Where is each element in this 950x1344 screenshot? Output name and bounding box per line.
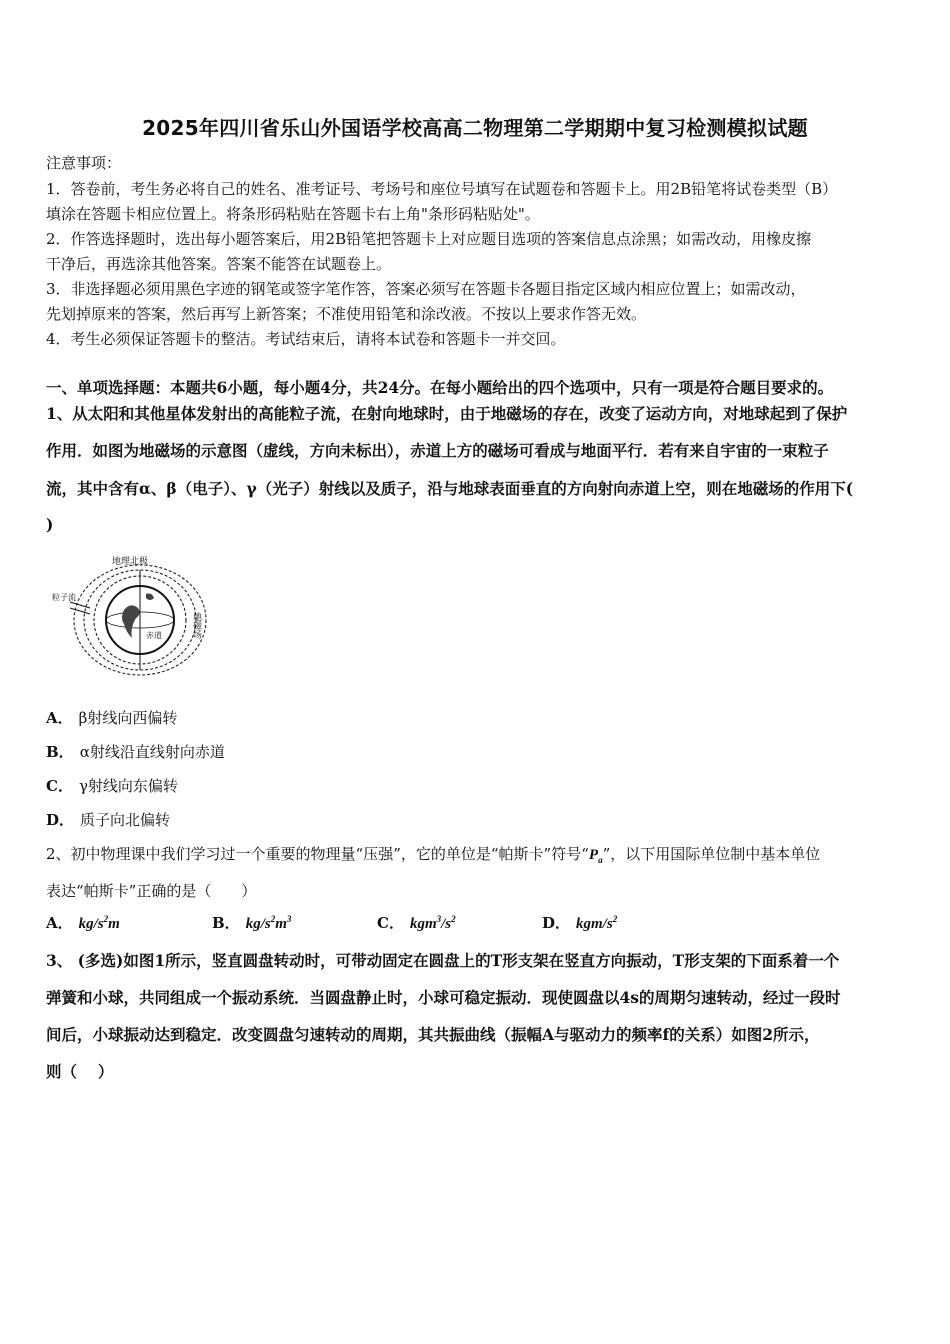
- q1-option-b: [46, 741, 225, 762]
- option-key: D．: [542, 914, 571, 932]
- unit-sup: 2: [103, 914, 109, 924]
- notice-line: 干净后，再选涂其他答案。答案不能答在试题卷上。: [46, 255, 392, 273]
- question-3-line: 3、 (多选)如图1所示，竖直圆盘转动时，可带动固定在圆盘上的T形支架在竖直方向振动，T形支架的下面系着一个: [46, 951, 840, 970]
- q1-option-c: [46, 775, 178, 796]
- question-3-line: 弹簧和小球，共同组成一个振动系统．当圆盘静止时，小球可稳定振动．现使圆盘以4s的周期匀速转动，经过一段时: [46, 988, 841, 1007]
- q2-option-b: [212, 912, 291, 933]
- question-1-line: 流，其中含有α、β（电子）、γ（光子）射线以及质子，沿与地球表面垂直的方向射向赤道上空，则在地磁场的作用下(: [46, 479, 854, 498]
- unit-text: kg/s: [245, 916, 271, 932]
- unit-sup: 2: [612, 914, 618, 924]
- question-2-line: [46, 843, 820, 865]
- notice-line: 4．考生必须保证答题卡的整洁。考试结束后，请将本试卷和答题卡一并交回。: [46, 330, 566, 348]
- unit-sup: 2: [270, 914, 276, 924]
- q2-text: 2、初中物理课中我们学习过一个重要的物理量“压强”，它的单位是“帕斯卡”符号“: [46, 845, 589, 863]
- option-key: A．: [46, 914, 73, 932]
- pa-symbol: P: [588, 847, 599, 863]
- option-key: C．: [377, 914, 404, 932]
- notice-line: 2．作答选择题时，选出每小题答案后，用2B铅笔把答题卡上对应题目选项的答案信息点涂黑；如需改动，用橡皮擦: [46, 230, 812, 248]
- q1-option-d: [46, 809, 170, 830]
- unit-text: /s: [441, 916, 452, 932]
- option-text: 质子向北偏转: [80, 811, 171, 829]
- notice-line: 3．非选择题必须用黑色字迹的钢笔或签字笔作答，答案必须写在答题卡各题目指定区域内相应位置上；如需改动，: [46, 280, 806, 298]
- notice-heading: 注意事项：: [46, 154, 122, 172]
- equator-label: 赤道: [146, 631, 162, 640]
- option-key: B．: [46, 743, 74, 761]
- unit-text: kgm/s: [576, 916, 613, 932]
- q2-option-a: [46, 912, 120, 933]
- option-key: B．: [212, 914, 240, 932]
- unit-text: m: [275, 916, 287, 932]
- question-3-line: 间后，小球振动达到稳定．改变圆盘匀速转动的周期，其共振曲线（振幅A与驱动力的频率f的关系）如图2所示，: [46, 1025, 820, 1044]
- geomagnetic-field-figure: [50, 552, 215, 677]
- pa-symbol-sub: a: [598, 855, 603, 865]
- option-text: γ射线向东偏转: [78, 777, 178, 795]
- option-key: C．: [46, 777, 73, 795]
- option-text: α射线沿直线射向赤道: [79, 743, 225, 761]
- option-key: A．: [46, 709, 73, 727]
- q1-option-a: [46, 707, 177, 728]
- page-title: 2025年四川省乐山外国语学校高高二物理第二学期期中复习检测模拟试题: [142, 116, 808, 140]
- unit-text: kgm: [409, 916, 437, 932]
- north-pole-label: 地理北极: [112, 557, 149, 567]
- q2-text: ”，以下用国际单位制中基本单位: [602, 845, 821, 863]
- option-text: β射线向西偏转: [78, 709, 178, 727]
- field-label: 地磁场: [191, 612, 201, 639]
- notice-line: 填涂在答题卡相应位置上。将条形码粘贴在答题卡右上角"条形码粘贴处"。: [46, 205, 540, 223]
- unit-text: m: [108, 916, 120, 932]
- unit-sup: 3: [286, 914, 292, 924]
- question-1-line: 作用．如图为地磁场的示意图（虚线，方向未标出），赤道上方的磁场可看成与地面平行．若有来自宇宙的一束粒子: [46, 441, 829, 460]
- q2-option-d: [542, 912, 617, 933]
- section-heading: 一、单项选择题：本题共6小题，每小题4分，共24分。在每小题给出的四个选项中，只有一项是符合题目要求的。: [46, 378, 834, 397]
- notice-line: 先划掉原来的答案，然后再写上新答案；不准使用铅笔和涂改液。不按以上要求作答无效。: [46, 305, 647, 323]
- question-3-line: 则（ ）: [46, 1062, 114, 1081]
- particle-stream-label: 粒子流: [52, 593, 76, 602]
- question-2-line: 表达“帕斯卡”正确的是（ ）: [46, 882, 257, 900]
- unit-text: kg/s: [78, 916, 104, 932]
- notice-line: 1．答卷前，考生务必将自己的姓名、准考证号、考场号和座位号填写在试题卷和答题卡上。用2B铅笔将试卷类型（B）: [46, 180, 838, 198]
- question-1-line: ): [46, 515, 54, 534]
- unit-sup: 2: [451, 914, 456, 924]
- unit-sup: 3: [436, 914, 442, 924]
- q2-option-c: [377, 912, 456, 933]
- stream-arrow: [70, 608, 90, 614]
- option-key: D．: [46, 811, 75, 829]
- question-1-line: 1、从太阳和其他星体发射出的高能粒子流，在射向地球时，由于地磁场的存在，改变了运动方向，对地球起到了保护: [46, 404, 848, 423]
